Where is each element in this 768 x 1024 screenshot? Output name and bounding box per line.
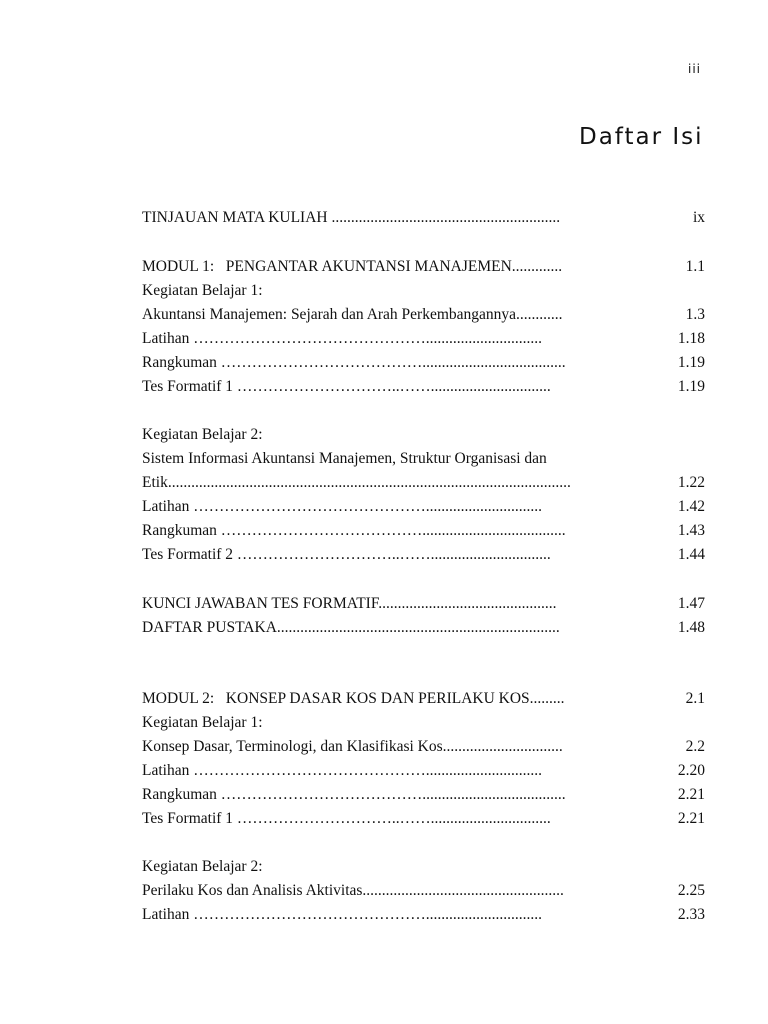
toc-entry-page: 1.19 [677, 354, 705, 371]
toc-entry-page: 1.42 [677, 498, 705, 515]
toc-entry-text: Sistem Informasi Akuntansi Manajemen, Struktur Organisasi dan [142, 450, 547, 467]
toc-entry-page: 1.3 [685, 306, 705, 323]
toc-entry-page: 1.19 [677, 378, 705, 395]
toc-entry-text: Kegiatan Belajar 2: [142, 426, 263, 443]
toc-entry-text: Kegiatan Belajar 2: [142, 858, 263, 875]
toc-entry-page: 2.33 [677, 906, 705, 923]
toc-entry-text: KUNCI JAWABAN TES FORMATIF.............................................. [142, 595, 557, 612]
toc-entry-page: 2.2 [685, 738, 705, 755]
toc-entry-page: 1.1 [685, 258, 705, 275]
toc-entry-text: DAFTAR PUSTAKA......................................................................... [142, 619, 560, 636]
toc-entry-text: Rangkuman …………………………………..................................... [142, 354, 566, 371]
toc-entry-text: Latihan ……………………………………….............................. [142, 762, 542, 779]
toc-entry-page: 1.47 [677, 595, 705, 612]
toc-entry-text: Kegiatan Belajar 1: [142, 282, 263, 299]
toc-entry-page: 1.43 [677, 522, 705, 539]
page-title: Daftar Isi [579, 124, 704, 150]
toc-entry-text: Tes Formatif 2 …………………………..……............................... [142, 546, 551, 563]
toc-entry-page: 2.20 [677, 762, 705, 779]
toc-entry-text: TINJAUAN MATA KULIAH ........................................................... [142, 209, 561, 226]
toc-entry-page: 1.22 [677, 474, 705, 491]
toc-entry-page: ix [692, 209, 705, 226]
toc-entry-text: Etik........................................................................................................ [142, 474, 571, 491]
toc-entry-text: MODUL 1: PENGANTAR AKUNTANSI MANAJEMEN............. [142, 258, 563, 275]
toc-entry-text: Konsep Dasar, Terminologi, dan Klasifikasi Kos............................... [142, 738, 563, 755]
toc-entry-page: 2.21 [677, 810, 705, 827]
toc-entry-text: Rangkuman …………………………………..................................... [142, 786, 566, 803]
toc-entry-page: 2.21 [677, 786, 705, 803]
toc-entry-page: 2.1 [685, 690, 705, 707]
toc-entry-text: Kegiatan Belajar 1: [142, 714, 263, 731]
toc-entry-page: 1.18 [677, 330, 705, 347]
toc-entry-text: Tes Formatif 1 …………………………..……............................... [142, 378, 551, 395]
toc-entry-text: Latihan ……………………………………….............................. [142, 906, 542, 923]
toc-entry-text: Latihan ……………………………………….............................. [142, 498, 542, 515]
toc-entry-text: Rangkuman …………………………………..................................... [142, 522, 566, 539]
toc-entry-text: Latihan ……………………………………….............................. [142, 330, 542, 347]
page-number: iii [688, 62, 702, 76]
toc-entry-page: 1.44 [677, 546, 705, 563]
toc-entry-page: 1.48 [677, 619, 705, 636]
toc-entry-text: Tes Formatif 1 …………………………..……............................... [142, 810, 551, 827]
toc-entry-text: MODUL 2: KONSEP DASAR KOS DAN PERILAKU KOS......... [142, 690, 565, 707]
toc-entry-text: Perilaku Kos dan Analisis Aktivitas.................................................... [142, 882, 564, 899]
toc-entry-page: 2.25 [677, 882, 705, 899]
toc-entry-text: Akuntansi Manajemen: Sejarah dan Arah Perkembangannya............ [142, 306, 563, 323]
